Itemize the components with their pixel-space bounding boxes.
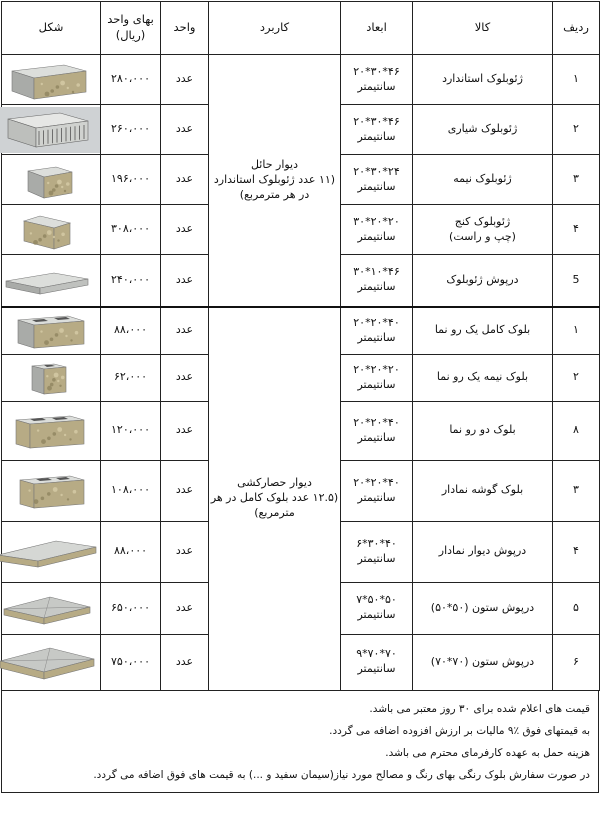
col-header-unit-price [101, 2, 161, 55]
dimensions-unit: سانتیمتر [357, 608, 396, 621]
dimensions-unit: سانتیمتر [357, 430, 396, 444]
unit: عدد [161, 55, 209, 105]
unit: عدد [161, 155, 209, 205]
row-number: ۳ [553, 155, 600, 205]
block-half-image [0, 355, 100, 401]
usage-cell [209, 55, 341, 307]
dimensions-unit: سانتیمتر [357, 229, 396, 243]
dimensions-unit: سانتیمتر [357, 129, 396, 143]
note-line: هزینه حمل به عهده کارفرمای محترم می باشد. [385, 746, 590, 759]
geoblock-corner-image [0, 207, 100, 253]
unit: عدد [161, 521, 209, 582]
unit-price: ۶۵۰،۰۰۰ [101, 582, 161, 634]
dimensions [341, 354, 413, 401]
geoblock-half-image [0, 157, 100, 203]
item-name-text: بلوک دو رو نما [449, 423, 516, 437]
item-name [413, 205, 553, 255]
dimensions-value: ۴۰*۲۰*۲۰ [353, 315, 400, 329]
dimensions-unit: سانتیمتر [357, 662, 396, 675]
usage-detail: (۱۱ عدد ژئوبلوک استاندارد در هر مترمربع) [213, 172, 336, 201]
unit-price: ۳۰۸،۰۰۰ [101, 205, 161, 255]
row-number: ۴ [553, 205, 600, 255]
unit: عدد [161, 634, 209, 690]
dimensions [341, 255, 413, 307]
dimensions-unit: سانتیمتر [357, 490, 396, 504]
unit: عدد [161, 401, 209, 460]
item-name [413, 354, 553, 401]
shape-cell [2, 521, 101, 582]
note-line: قیمت های اعلام شده برای ۳۰ روز معتبر می باشد. [369, 702, 590, 715]
dimensions-value: ۴۶*۳۰*۲۰ [353, 114, 400, 128]
price-table [1, 1, 600, 691]
item-name [413, 155, 553, 205]
unit-price: ۲۸۰،۰۰۰ [101, 55, 161, 105]
dimensions-value: ۲۴*۳۰*۲۰ [353, 164, 400, 178]
shape-cell [2, 634, 101, 690]
dimensions-unit: سانتیمتر [357, 330, 396, 344]
usage-title: دیوار حائل [250, 157, 299, 171]
item-name-text: بلوک نیمه یک رو نما [436, 370, 529, 384]
dimensions-value: ۴۶*۳۰*۲۰ [353, 64, 400, 78]
header-row [2, 2, 600, 55]
col-header-row-number: ردیف [553, 2, 600, 55]
table-row [2, 307, 600, 355]
shape-cell [2, 354, 101, 401]
dimensions-value: ۷۰*۷۰*۹ [356, 647, 397, 661]
price-table-body [2, 55, 600, 691]
dimensions-unit: سانتیمتر [357, 377, 396, 391]
shape-cell [2, 401, 101, 460]
dimensions [341, 582, 413, 634]
dimensions-value: ۴۰*۳۰*۶ [356, 536, 397, 550]
dimensions [341, 205, 413, 255]
dimensions-value: ۴۶*۱۰*۳۰ [353, 265, 400, 279]
unit-price: ۱۰۸،۰۰۰ [101, 460, 161, 521]
dimensions-value: ۴۰*۲۰*۲۰ [353, 475, 400, 489]
dimensions-unit: سانتیمتر [357, 79, 396, 93]
item-name-text: درپوش ژئوبلوک [446, 272, 519, 286]
dimensions-unit: سانتیمتر [357, 179, 396, 193]
unit: عدد [161, 460, 209, 521]
item-name-text: بلوک گوشه نمادار [441, 483, 524, 497]
col-header-unit: واحد [161, 2, 209, 55]
row-number: ۱ [553, 307, 600, 355]
dimensions [341, 55, 413, 105]
usage-title: دیوار حصارکشی [237, 476, 312, 490]
item-name-text: ژئوبلوک کنج [454, 214, 511, 228]
dimensions [341, 460, 413, 521]
item-name [413, 521, 553, 582]
unit-price: ۸۸،۰۰۰ [101, 521, 161, 582]
block-double-image [0, 408, 100, 454]
block-full-image [0, 308, 100, 354]
dimensions [341, 307, 413, 355]
unit: عدد [161, 105, 209, 155]
unit: عدد [161, 582, 209, 634]
row-number: ۳ [553, 460, 600, 521]
geoblock-grooved-image [0, 107, 100, 153]
table-row [2, 55, 600, 105]
row-number: ۵ [553, 582, 600, 634]
block-corner-image [0, 468, 100, 514]
shape-cell [2, 582, 101, 634]
unit: عدد [161, 307, 209, 355]
shape-cell [2, 205, 101, 255]
item-name-text: درپوش دیوار نمادار [438, 544, 527, 558]
item-name [413, 582, 553, 634]
usage-detail: (۱۲.۵ عدد بلوک کامل در هر مترمربع) [210, 491, 339, 519]
note-line: به قیمتهای فوق ٪۹ مالیات بر ارزش افزوده اضافه می گردد. [329, 724, 590, 737]
dimensions-value: ۲۰*۲۰*۳۰ [353, 214, 400, 228]
item-name [413, 460, 553, 521]
row-number: 5 [553, 255, 600, 307]
unit: عدد [161, 255, 209, 307]
price-list-page [1, 1, 599, 828]
geoblock-cap-image [0, 257, 100, 303]
dimensions [341, 634, 413, 690]
unit-price: ۶۲،۰۰۰ [101, 354, 161, 401]
note-line: در صورت سفارش بلوک رنگی بهای رنگ و مصالح مورد نیاز(سیمان سفید و ...) به قیمت های فوق اضافه می گردد. [93, 768, 590, 781]
unit-price: ۸۸،۰۰۰ [101, 307, 161, 355]
column-cap-50-image [0, 585, 100, 631]
item-name [413, 105, 553, 155]
notes-box [1, 691, 599, 793]
dimensions-unit: سانتیمتر [357, 280, 396, 294]
unit-price: ۲۶۰،۰۰۰ [101, 105, 161, 155]
item-name-subtext: (چپ و راست) [449, 229, 516, 243]
dimensions-value: ۵۰*۵۰*۷ [356, 593, 397, 607]
item-name [413, 55, 553, 105]
unit-price: ۱۹۶،۰۰۰ [101, 155, 161, 205]
price-header-line1: بهای واحد [107, 12, 154, 27]
dimensions [341, 401, 413, 460]
unit: عدد [161, 205, 209, 255]
unit-price: ۷۵۰،۰۰۰ [101, 634, 161, 690]
dimensions [341, 521, 413, 582]
col-header-dimensions: ابعاد [341, 2, 413, 55]
unit: عدد [161, 354, 209, 401]
shape-cell [2, 460, 101, 521]
item-name [413, 255, 553, 307]
col-header-shape: شکل [2, 2, 101, 55]
price-header-line2: (ریال) [115, 28, 146, 42]
item-name-text: بلوک کامل یک رو نما [434, 323, 531, 337]
dimensions [341, 155, 413, 205]
unit-price: ۱۲۰،۰۰۰ [101, 401, 161, 460]
dimensions [341, 105, 413, 155]
dimensions-value: ۲۰*۲۰*۲۰ [353, 362, 400, 376]
col-header-item: کالا [413, 2, 553, 55]
shape-cell [2, 155, 101, 205]
geoblock-standard-image [0, 57, 100, 103]
dimensions-value: ۴۰*۲۰*۲۰ [353, 415, 400, 429]
row-number: ۸ [553, 401, 600, 460]
shape-cell [2, 55, 101, 105]
col-header-usage: کاربرد [209, 2, 341, 55]
row-number: ۶ [553, 634, 600, 690]
row-number: ۲ [553, 354, 600, 401]
column-cap-70-image [0, 639, 100, 685]
row-number: ۴ [553, 521, 600, 582]
item-name-text: درپوش ستون (۷۰*۷۰) [430, 654, 535, 668]
item-name-text: ژئوبلوک شیاری [447, 122, 518, 136]
unit-price: ۲۴۰،۰۰۰ [101, 255, 161, 307]
row-number: ۲ [553, 105, 600, 155]
item-name-text: درپوش ستون (۵۰*۵۰) [430, 600, 535, 614]
item-name-text: ژئوبلوک استاندارد [442, 72, 523, 86]
shape-cell [2, 307, 101, 355]
item-name [413, 307, 553, 355]
shape-cell [2, 255, 101, 307]
item-name [413, 401, 553, 460]
item-name [413, 634, 553, 690]
wall-cap-image [0, 529, 100, 575]
shape-cell [2, 105, 101, 155]
row-number: ۱ [553, 55, 600, 105]
item-name-text: ژئوبلوک نیمه [453, 172, 512, 186]
dimensions-unit: سانتیمتر [357, 551, 396, 565]
usage-cell [209, 307, 341, 691]
